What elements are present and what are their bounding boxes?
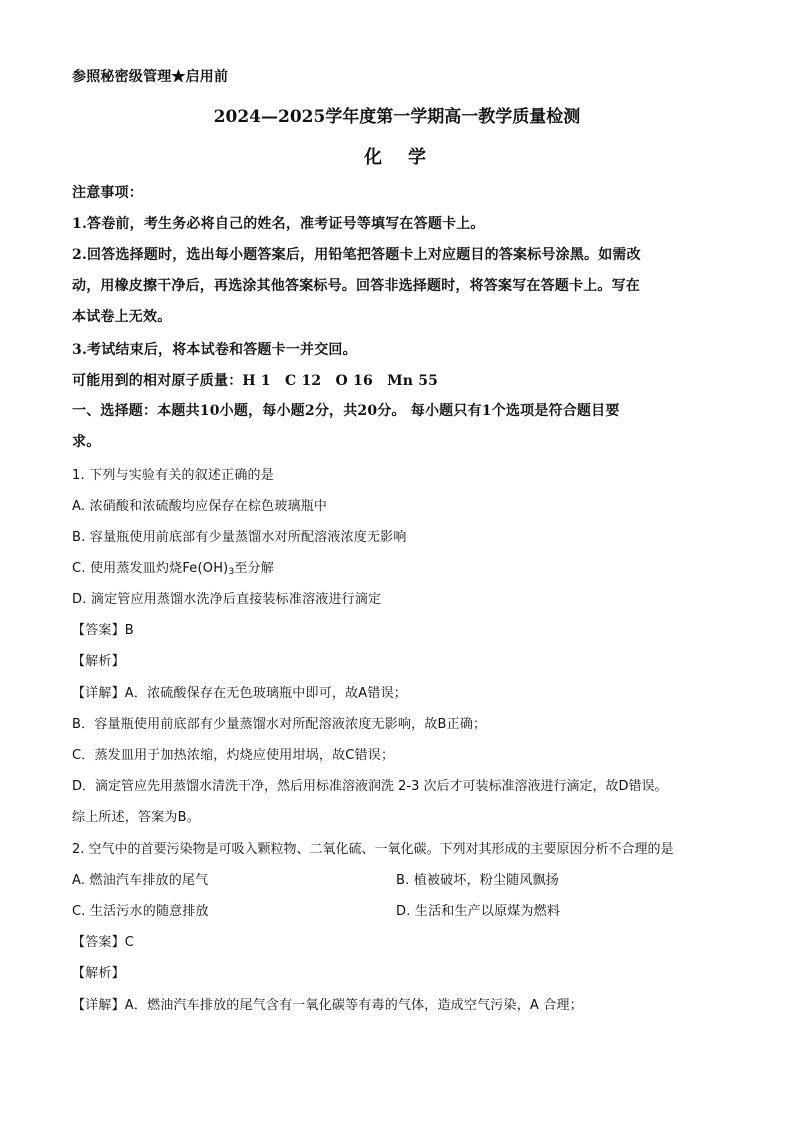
- q1-detail-b: B．容量瓶使用前底部有少量蒸馏水对所配溶液浓度无影响，故B正确；: [72, 717, 487, 732]
- q1-detail-c: C．蒸发皿用于加热浓缩，灼烧应使用坩埚，故C错误；: [72, 748, 395, 763]
- q2-stem: 2. 空气中的首要污染物是可吸入颗粒物、二氧化硫、一氧化碳。下列对其形成的主要原因分析不合理的是: [72, 842, 674, 857]
- q1-option-a: A. 浓硝酸和浓硫酸均应保存在棕色玻璃瓶中: [72, 499, 328, 514]
- section-1-heading-line-2: 求。: [72, 434, 101, 450]
- notice-item-1: 1.答卷前，考生务必将自己的姓名，准考证号等填写在答题卡上。: [72, 216, 485, 232]
- q2-option-d: D. 生活和生产以原煤为燃料: [396, 904, 561, 919]
- q1-detail-a: 【详解】A．浓硫酸保存在无色玻璃瓶中即可，故A错误；: [72, 686, 407, 701]
- q2-analysis-label: 【解析】: [72, 966, 125, 981]
- q1-option-c-text-end: 至分解: [234, 561, 275, 576]
- q1-option-c-text: C. 使用蒸发皿灼烧Fe(OH): [72, 561, 229, 576]
- notice-item-2-line-2: 动，用橡皮擦干净后，再选涂其他答案标号。回答非选择题时，将答案写在答题卡上。写在: [72, 278, 640, 294]
- q2-answer: 【答案】C: [72, 935, 135, 950]
- q1-option-b: B. 容量瓶使用前底部有少量蒸馏水对所配溶液浓度无影响: [72, 530, 407, 545]
- q1-detail-d: D．滴定管应先用蒸馏水清洗干净，然后用标准溶液润洗 2-3 次后才可装标准溶液进行滴定，故D错误。: [72, 779, 668, 794]
- q1-option-c: [72, 557, 274, 577]
- q1-analysis-label: 【解析】: [72, 654, 125, 669]
- notice-heading: 注意事项：: [72, 185, 143, 201]
- notice-item-2-line-3: 本试卷上无效。: [72, 309, 172, 325]
- q2-detail-a: 【详解】A．燃油汽车排放的尾气含有一氧化碳等有毒的气体，造成空气污染，A 合理；: [72, 998, 583, 1013]
- q1-option-c-subscript: 3: [228, 567, 235, 577]
- exam-title: 2024—2025学年度第一学期高一教学质量检测: [213, 107, 581, 127]
- q1-answer: 【答案】B: [72, 623, 134, 638]
- notice-item-3: 3.考试结束后，将本试卷和答题卡一并交回。: [72, 342, 357, 358]
- q2-option-b: B. 植被破坏，粉尘随风飘扬: [396, 873, 559, 888]
- q1-option-d: D. 滴定管应用蒸馏水洗净后直接装标准溶液进行滴定: [72, 592, 382, 607]
- secret-level-label: 参照秘密级管理★启用前: [72, 69, 229, 85]
- q1-stem: 1. 下列与实验有关的叙述正确的是: [72, 468, 274, 483]
- q2-option-a: A. 燃油汽车排放的尾气: [72, 873, 209, 888]
- q1-summary: 综上所述，答案为B。: [72, 810, 200, 825]
- q2-option-c: C. 生活污水的随意排放: [72, 904, 209, 919]
- subject-title: 化 学: [364, 147, 430, 168]
- notice-item-2-line-1: 2.回答选择题时，选出每小题答案后，用铅笔把答题卡上对应题目的答案标号涂黑。如需改: [72, 247, 641, 263]
- section-1-heading-line-1: 一、选择题：本题共10小题，每小题2分，共20分。 每小题只有1个选项是符合题目要: [72, 403, 620, 419]
- atomic-mass-line: 可能用到的相对原子质量：H 1 C 12 O 16 Mn 55: [72, 373, 439, 389]
